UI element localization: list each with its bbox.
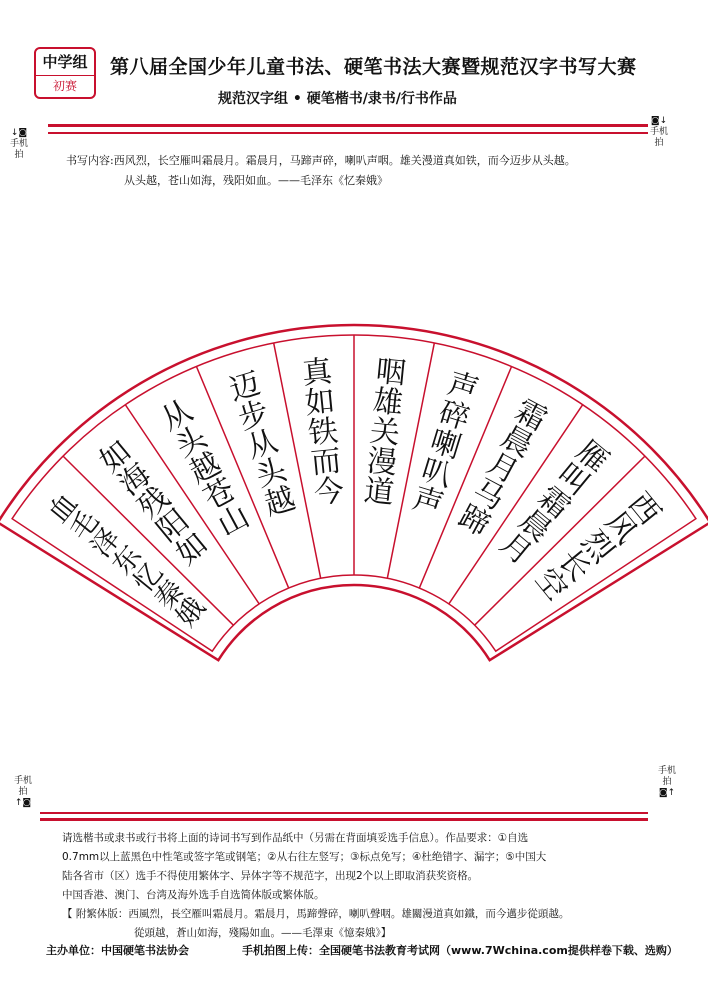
organizer: 主办单位：中国硬笔书法协会 <box>46 944 189 957</box>
fan-character: 空 <box>527 561 575 608</box>
requirement-line: 请选楷书或隶书或行书将上面的诗词书写到作品纸中（另需在背面填妥选手信息）。作品要求：①自选 <box>62 832 529 844</box>
fan-character: 越 <box>260 480 300 524</box>
fan-character: 关 <box>368 413 402 452</box>
bottom-rule-thin <box>40 812 648 814</box>
fan-character: 东 <box>106 540 149 581</box>
side-tag-bottom-right <box>658 766 676 799</box>
fan-character: 真 <box>300 353 334 392</box>
fan-character: 泽 <box>85 522 127 564</box>
fan-character: 霜 <box>531 479 577 526</box>
fan-character: 雄 <box>371 383 405 422</box>
fan-character: 迈 <box>225 366 265 409</box>
upload-info: 手机拍图上传：全国硬笔书法教育考试网（www.7Wchina.com提供样卷下载、选购） <box>242 944 678 957</box>
fan-character: 而 <box>309 443 343 482</box>
fan-character: 月 <box>493 526 539 573</box>
fan-character: 马 <box>466 472 510 518</box>
traditional-text-2: 從頭越，蒼山如海，殘陽如血。——毛澤東《憶秦娥》】 <box>134 927 392 939</box>
fan-character: 从 <box>243 423 282 466</box>
fan-character: 头 <box>251 452 291 495</box>
fan-character: 忆 <box>127 557 170 599</box>
content-label: 书写内容: <box>66 154 114 167</box>
fan-character: 今 <box>312 473 346 512</box>
camera-icon: ↑◙ <box>14 798 32 808</box>
traditional-label: 【 附繁体版： <box>62 908 129 920</box>
fan-character: 叫 <box>550 456 596 503</box>
content-line-2: 从头越，苍山如海，残阳如血。——毛泽东《忆秦娥》 <box>124 174 388 187</box>
side-tag-label: 手机拍 <box>650 127 669 148</box>
fan-character: 晨 <box>512 502 558 550</box>
fan-character: 血 <box>42 488 85 529</box>
fan-character: 山 <box>212 498 256 544</box>
side-tag-label: 手机拍 <box>658 766 677 787</box>
requirements <box>62 829 662 905</box>
fan-character: 娥 <box>170 592 212 633</box>
fan-character: 咽 <box>374 353 408 392</box>
fan-character: 阳 <box>150 502 196 550</box>
side-tag-label: 手机拍 <box>10 139 29 160</box>
fan-character: 西 <box>620 486 668 532</box>
fan-character: 如 <box>169 526 215 573</box>
side-tag-bottom-left <box>14 776 32 809</box>
fan-group <box>0 325 708 660</box>
fan-character: 喇 <box>426 423 465 466</box>
fan-character: 残 <box>131 479 177 526</box>
fan-character: 漫 <box>365 443 399 482</box>
fan-character: 铁 <box>306 413 340 452</box>
competition-stage: 初赛 <box>52 79 77 93</box>
fan-character: 从 <box>155 393 199 439</box>
fan-character: 秦 <box>149 574 191 616</box>
fan-character: 苍 <box>198 472 242 518</box>
requirement-line: 陆各省市（区）选手不得使用繁体字、异体字等不规范字，出现2个以上即取消获奖资格。 <box>62 870 479 882</box>
fan-character: 霜 <box>509 393 553 439</box>
fan-character: 晨 <box>495 419 539 465</box>
traditional-line-1 <box>62 905 682 924</box>
fan-character: 碎 <box>434 394 474 438</box>
camera-icon: ◙↓ <box>650 116 668 126</box>
fan-character: 声 <box>443 366 483 409</box>
fan-character: 头 <box>169 419 213 465</box>
fan-character: 烈 <box>574 524 621 570</box>
group-level: 中学组 <box>36 49 94 76</box>
camera-icon: ↓◙ <box>10 128 28 138</box>
fan-character: 越 <box>183 445 227 491</box>
camera-icon: ◙↑ <box>658 788 676 798</box>
traditional-text-1: 西風烈，長空雁叫霜晨月。霜晨月，馬蹄聲碎，喇叭聲咽。雄關漫道真如鐵，而今邁步從頭越。 <box>128 908 570 920</box>
bottom-rule <box>40 818 648 821</box>
fan-character: 蹄 <box>452 498 496 544</box>
page-subtitle: 规范汉字组 • 硬笔楷书/隶书/行书作品 <box>218 91 457 107</box>
traditional-version <box>62 905 682 943</box>
fan-character: 月 <box>481 445 525 491</box>
fan-character: 如 <box>93 433 139 480</box>
content-text-1: 西风烈，长空雁叫霜晨月。霜晨月，马蹄声碎，喇叭声咽。雄关漫道真如铁，而今迈步从头越。 <box>113 154 576 167</box>
fan-character: 声 <box>408 480 448 524</box>
fan-character: 海 <box>112 456 158 503</box>
page-title: 第八届全国少年儿童书法、硬笔书法大赛暨规范汉字书写大赛 <box>110 56 637 78</box>
fan-character: 长 <box>551 543 598 589</box>
fan-character: 雁 <box>569 433 615 480</box>
fan-character: 叭 <box>417 452 457 495</box>
side-tag-label: 手机拍 <box>14 776 33 797</box>
fan-character: 如 <box>303 383 337 422</box>
fan-character: 步 <box>234 394 274 438</box>
fan-character: 风 <box>597 505 644 551</box>
requirement-line: 中国香港、澳门、台湾及海外选手自选简体版或繁体版。 <box>62 889 325 901</box>
fan-character: 道 <box>362 473 396 512</box>
fan-character: 毛 <box>64 505 106 547</box>
requirement-line: 0.7mm以上蓝黑色中性笔或签字笔或钢笔；②从右往左竖写；③标点免写；④杜绝错字、漏字；⑤中国大 <box>62 851 547 863</box>
